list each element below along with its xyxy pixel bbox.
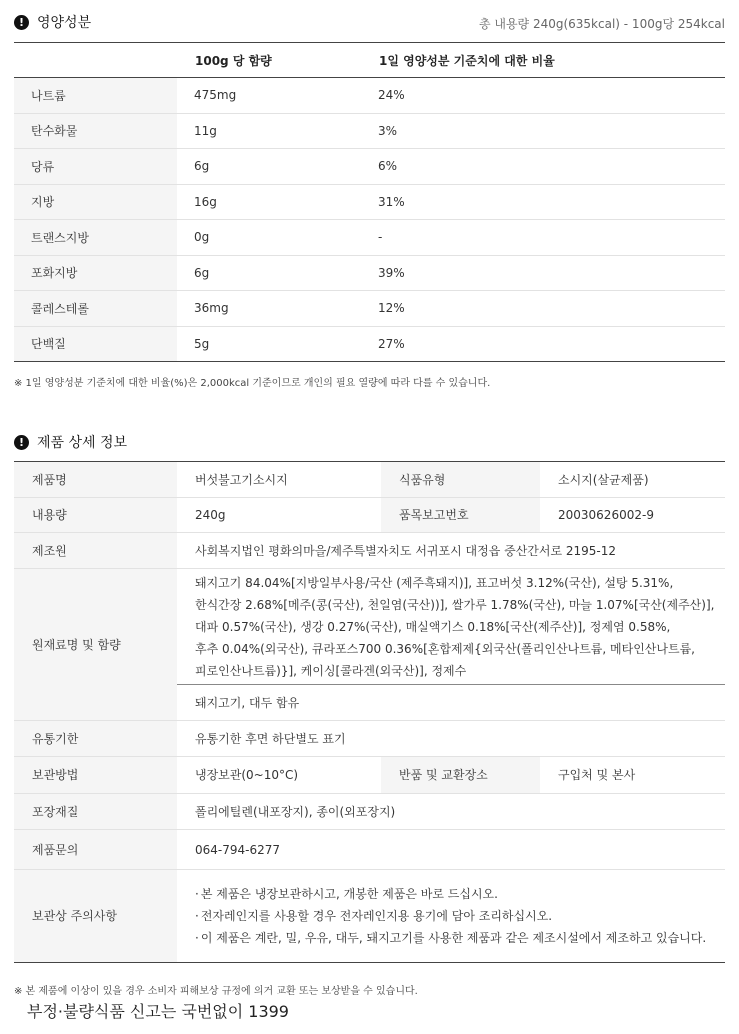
report-number-value: 20030626002-9 [540,498,725,533]
report-hotline: 부정·불량식품 신고는 국번없이 1399 [27,1002,289,1021]
nutrient-name: 당류 [14,149,177,185]
maker-value: 사회복지법인 평화의마을/제주특별자치도 서귀포시 대정읍 중산간서로 2195-12 [177,533,725,569]
nutrient-amount: 0g [177,220,361,256]
nutrition-header-row [14,43,725,78]
storage-label: 보관방법 [14,757,177,794]
detail-row-ingredients [14,569,725,685]
care-item: · 본 제품은 냉장보관하시고, 개봉한 제품은 바로 드십시오. [195,883,725,905]
nutrient-percent: 12% [361,291,725,327]
nutrient-percent: 31% [361,184,725,220]
nutrition-footnote: ※ 1일 영양성분 기준치에 대한 비율(%)은 2,000kcal 기준이므로 개인의 필요 열량에 따라 다를 수 있습니다. [14,378,491,389]
nutrient-percent: - [361,220,725,256]
ingredients-label: 원재료명 및 함량 [14,569,177,721]
ingredients-line: 후추 0.04%(외국산), 큐라포스700 0.36%[혼합제제{외국산(폴리인산나트륨, 메타인산나트륨, [195,641,695,656]
nutrition-row [14,184,725,220]
inquiry-label: 제품문의 [14,830,177,870]
detail-row-packaging [14,794,725,830]
product-detail-table [14,461,725,963]
ingredients-line: 대파 0.57%(국산), 생강 0.27%(국산), 매실액기스 0.18%[국산(제주산)], 정제염 0.58%, [195,619,671,634]
details-title: 제품 상세 정보 [37,435,128,451]
food-type-label: 식품유형 [381,462,540,498]
nutrition-row [14,78,725,114]
nutrient-name: 트랜스지방 [14,220,177,256]
care-list [195,883,725,949]
ingredients-value [177,569,725,685]
nutrient-amount: 5g [177,326,361,362]
nutrition-row [14,291,725,327]
nutrition-row [14,255,725,291]
nutrient-percent: 6% [361,149,725,185]
packaging-label: 포장재질 [14,794,177,830]
volume-value: 240g [177,498,381,533]
detail-row-maker [14,533,725,569]
nutrition-row [14,149,725,185]
details-header [14,432,127,452]
compensation-note: ※ 본 제품에 이상이 있을 경우 소비자 피해보상 규정에 의거 교환 또는 보상받을 수 있습니다. [14,986,418,997]
care-item: · 전자레인지를 사용할 경우 전자레인지용 용기에 담아 조리하십시오. [195,905,725,927]
care-label: 보관상 주의사항 [14,870,177,963]
nutrient-name: 나트륨 [14,78,177,114]
report-number-label: 품목보고번호 [381,498,540,533]
inquiry-value: 064-794-6277 [177,830,725,870]
allergens-value: 돼지고기, 대두 함유 [177,685,725,721]
nutrient-amount: 475mg [194,88,237,103]
nutrition-header [14,12,91,32]
product-name-label: 제품명 [14,462,177,498]
nutrition-row [14,326,725,362]
ingredients-line: 돼지고기 84.04%[지방일부사용/국산 (제주흑돼지)], 표고버섯 3.12%(국산), 설탕 5.31%, [195,575,674,590]
nutrient-name: 지방 [14,184,177,220]
nutrient-name: 포화지방 [14,255,177,291]
nutrient-percent: 3% [361,113,725,149]
nutrition-title: 영양성분 [37,15,92,31]
exclamation-circle-icon: ! [14,15,29,30]
expiry-label: 유통기한 [14,721,177,757]
nutrient-amount: 36mg [177,291,361,327]
volume-label: 내용량 [14,498,177,533]
nutrient-percent: 24% [378,88,405,103]
storage-value: 냉장보관(0~10°C) [177,757,381,794]
nutrition-summary: 총 내용량 240g(635kcal) - 100g당 254kcal [478,17,725,31]
nutrition-row [14,113,725,149]
exclamation-circle-icon: ! [14,435,29,450]
header-cell-amount: 100g 당 함량 [177,43,361,78]
nutrient-name: 탄수화물 [14,113,177,149]
packaging-value: 폴리에틸렌(내포장지), 종이(외포장지) [177,794,725,830]
nutrient-amount: 6g [177,149,361,185]
expiry-value: 유통기한 후면 하단별도 표기 [177,721,725,757]
detail-row-volume [14,498,725,533]
nutrient-percent: 39% [361,255,725,291]
detail-row-inquiry [14,830,725,870]
nutrition-table [14,42,725,362]
maker-label: 제조원 [14,533,177,569]
nutrient-amount: 6g [177,255,361,291]
care-item: · 이 제품은 계란, 밀, 우유, 대두, 돼지고기를 사용한 제품과 같은 제조시설에서 제조하고 있습니다. [195,927,725,949]
detail-row-storage [14,757,725,794]
ingredients-line: 피로인산나트륨)}], 케이싱[콜라겐(외국산)], 정제수 [195,663,467,678]
product-name-value: 버섯불고기소시지 [195,472,288,487]
nutrient-name: 콜레스테롤 [14,291,177,327]
detail-row-name [14,462,725,498]
nutrient-amount: 16g [177,184,361,220]
nutrition-row [14,220,725,256]
exchange-label: 반품 및 교환장소 [381,757,540,794]
ingredients-line: 한식간장 2.68%[메주(콩(국산), 천일염(국산))], 쌀가루 1.78%(국산), 마늘 1.07%[국산(제주산)], [195,597,715,612]
nutrient-percent: 27% [361,326,725,362]
detail-row-care [14,870,725,963]
nutrient-amount: 11g [177,113,361,149]
exchange-value: 구입처 및 본사 [540,757,725,794]
care-value [177,870,725,963]
detail-row-expiry [14,721,725,757]
nutrient-name: 단백질 [14,326,177,362]
food-type-value: 소시지(살균제품) [558,472,649,487]
header-cell-empty [14,43,177,78]
header-cell-percent: 1일 영양성분 기준치에 대한 비율 [361,43,725,78]
